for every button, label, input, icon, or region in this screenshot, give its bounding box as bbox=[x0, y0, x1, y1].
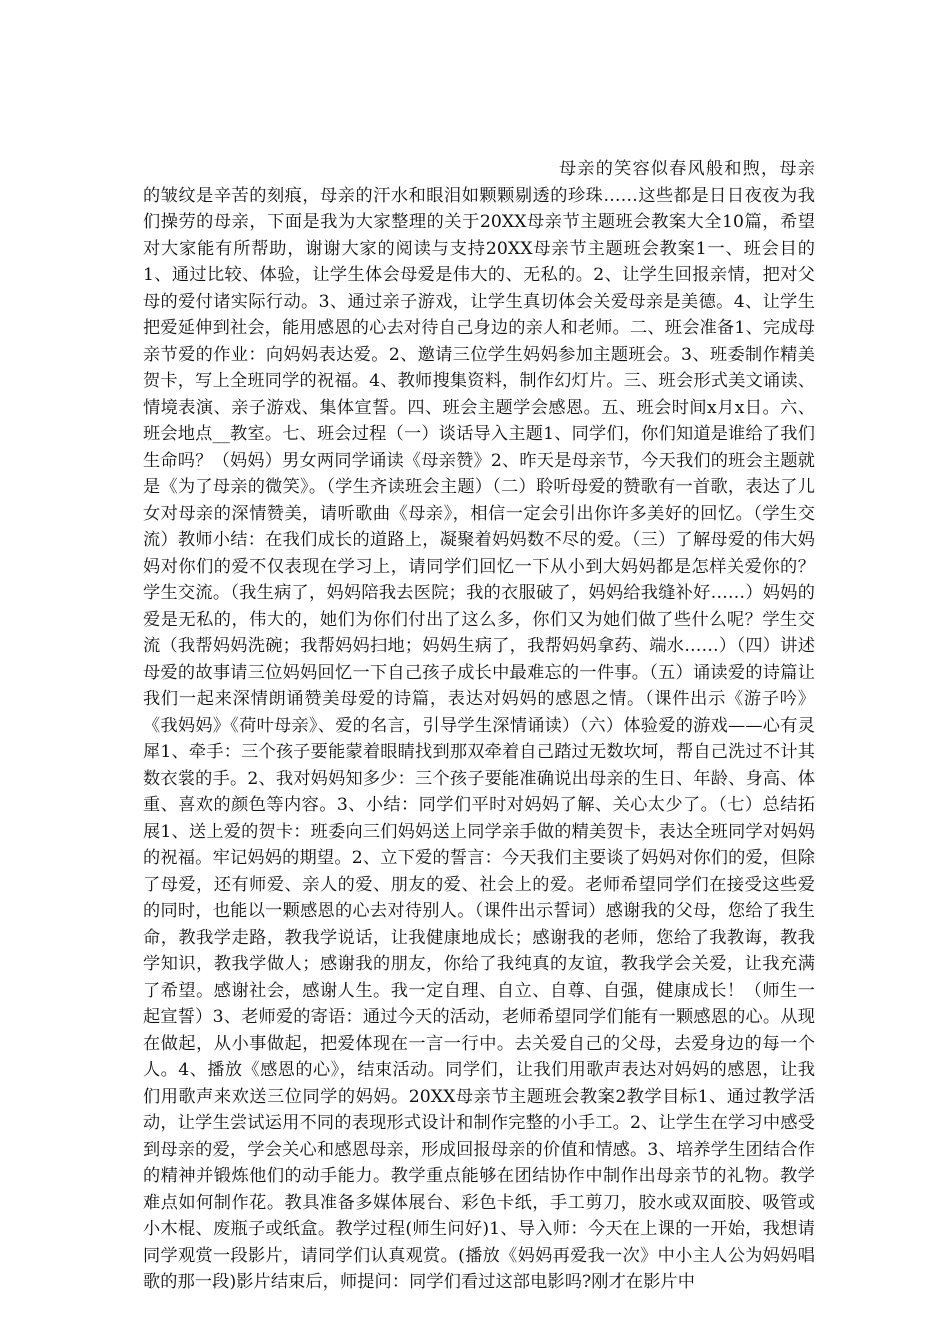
document-body-text: 母亲的笑容似春风般和煦，母亲的皱纹是辛苦的刻痕，母亲的汗水和眼泪如颗颗剔透的珍珠……这些都是日日夜夜为我们操劳的母亲，下面是我为大家整理的关于20XX母亲节主题班会教案大全10篇，希望对大家能有所帮助，谢谢大家的阅读与支持20XX母亲节主题班会教案1一、班会目的1、通过比较、体验，让学生体会母爱是伟大的、无私的。2、让学生回报亲情，把对父母的爱付诸实际行动。3、通过亲子游戏，让学生真切体会关爱母亲是美德。4、让学生把爱延伸到社会，能用感恩的心去对待自己身边的亲人和老师。二、班会准备1、完成母亲节爱的作业：向妈妈表达爱。2、邀请三位学生妈妈参加主题班会。3、班委制作精美贺卡，写上全班同学的祝福。4、教师搜集资料，制作幻灯片。三、班会形式美文诵读、情境表演、亲子游戏、集体宣誓。四、班会主题学会感恩。五、班会时间x月x日。六、班会地点__教室。七、班会过程（一）谈话导入主题1、同学们，你们知道是谁给了我们生命吗？（妈妈）男女两同学诵读《母亲赞》2、昨天是母亲节，今天我们的班会主题就是《为了母亲的微笑》。（学生齐读班会主题）（二）聆听母爱的赞歌有一首歌，表达了儿女对母亲的深情赞美，请听歌曲《母亲》，相信一定会引出你许多美好的回忆。（学生交流）教师小结：在我们成长的道路上，凝聚着妈妈数不尽的爱。（三）了解母爱的伟大妈妈对你们的爱不仅表现在学习上，请同学们回忆一下从小到大妈妈都是怎样关爱你的？学生交流。（我生病了，妈妈陪我去医院；我的衣服破了，妈妈给我缝补好……）妈妈的爱是无私的，伟大的，她们为你们付出了这么多，你们又为她们做了些什么呢？学生交流（我帮妈妈洗碗；我帮妈妈扫地；妈妈生病了，我帮妈妈拿药、端水……）（四）讲述母爱的故事请三位妈妈回忆一下自己孩子成长中最难忘的一件事。（五）诵读爱的诗篇让我们一起来深情朗诵赞美母爱的诗篇，表达对妈妈的感恩之情。（课件出示《游子吟》《我妈妈》《荷叶母亲》、爱的名言，引导学生深情诵读）（六）体验爱的游戏——心有灵犀1、牵手：三个孩子要能蒙着眼睛找到那双牵着自己踏过无数坎坷，帮自己洗过不计其数衣裳的手。2、我对妈妈知多少：三个孩子要能准确说出母亲的生日、年龄、身高、体重、喜欢的颜色等内容。3、小结：同学们平时对妈妈了解、关心太少了。（七）总结拓展1、送上爱的贺卡：班委向三们妈妈送上同学亲手做的精美贺卡，表达全班同学对妈妈的祝福。牢记妈妈的期望。2、立下爱的誓言：今天我们主要谈了妈妈对你们的爱，但除了母爱，还有师爱、亲人的爱、朋友的爱、社会上的爱。老师希望同学们在接受这些爱的同时，也能以一颗感恩的心去对待别人。（课件出示誓词）感谢我的父母，您给了我生命，教我学走路，教我学说话，让我健康地成长；感谢我的老师，您给了我教诲，教我学知识，教我学做人；感谢我的朋友，你给了我纯真的友谊，教我学会关爱，让我充满了希望。感谢社会，感谢人生。我一定自理、自立、自尊、自强，健康成长！（师生一起宣誓）3、老师爱的寄语：通过今天的活动，老师希望同学们能有一颗感恩的心。从现在做起，从小事做起，把爱体现在一言一行中。去关爱自己的父母，去爱身边的每一个人。4、播放《感恩的心》，结束活动。同学们，让我们用歌声表达对妈妈的感恩，让我们用歌声来欢送三位同学的妈妈。20XX母亲节主题班会教案2教学目标1、通过教学活动，让学生尝试运用不同的表现形式设计和制作完整的小手工。2、让学生在学习中感受到母亲的爱，学会关心和感恩母亲，形成回报母亲的价值和情感。3、培养学生团结合作的精神并锻炼他们的动手能力。教学重点能够在团结协作中制作出母亲节的礼物。教学难点如何制作花。教具准备多媒体展台、彩色卡纸，手工剪刀，胶水或双面胶、吸管或小木棍、废瓶子或纸盒。教学过程(师生问好)1、导入师：今天在上课的一开始，我想请同学观赏一段影片，请同学们认真观赏。(播放《妈妈再爱我一次》中小主人公为妈妈唱歌的那一段)影片结束后，师提问：同学们看过这部电影吗?刚才在影片中 bbox=[143, 159, 815, 1292]
